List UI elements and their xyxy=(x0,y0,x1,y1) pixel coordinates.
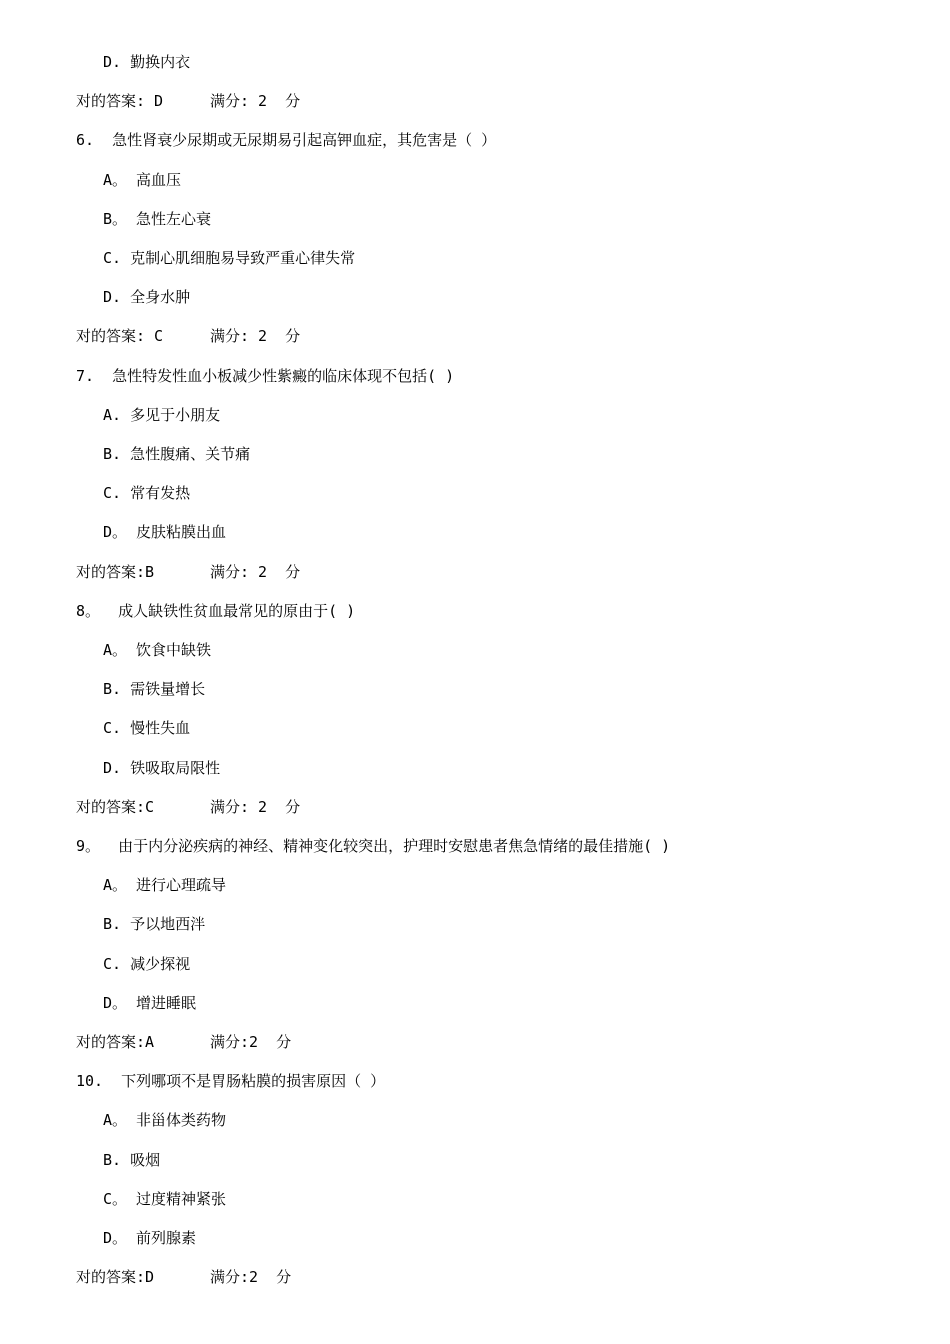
answer-option: C。 过度精神紧张 xyxy=(103,1190,227,1208)
full-score: 满分: 2 分 xyxy=(210,327,301,345)
correct-answer: 对的答案:A xyxy=(76,1033,155,1051)
answer-line xyxy=(76,326,301,346)
correct-answer: 对的答案: C xyxy=(76,327,164,345)
question-text: 10. 下列哪项不是胃肠粘膜的损害原因（ ） xyxy=(76,1072,386,1090)
answer-option: D. 勤换内衣 xyxy=(103,53,191,71)
answer-option: A。 进行心理疏导 xyxy=(103,876,227,894)
full-score: 满分: 2 分 xyxy=(210,92,301,110)
answer-option: C. 常有发热 xyxy=(103,484,191,502)
answer-option: D。 前列腺素 xyxy=(103,1229,197,1247)
question-text: 6. 急性肾衰少尿期或无尿期易引起高钾血症，其危害是（ ） xyxy=(76,131,497,149)
answer-option: B. 予以地西泮 xyxy=(103,915,206,933)
answer-option: A。 高血压 xyxy=(103,171,182,189)
correct-answer: 对的答案:D xyxy=(76,1268,155,1286)
answer-option: C. 克制心肌细胞易导致严重心律失常 xyxy=(103,249,356,267)
answer-option: D. 铁吸取局限性 xyxy=(103,759,221,777)
answer-option: A。 非甾体类药物 xyxy=(103,1111,227,1129)
answer-line xyxy=(76,1032,292,1052)
answer-option: D。 增进睡眠 xyxy=(103,994,197,1012)
answer-option: A. 多见于小朋友 xyxy=(103,406,221,424)
question-text: 7. 急性特发性血小板减少性紫癜的临床体现不包括( ) xyxy=(76,367,455,385)
answer-option: B. 急性腹痛、关节痛 xyxy=(103,445,251,463)
answer-option: C. 慢性失血 xyxy=(103,719,191,737)
answer-option: B。 急性左心衰 xyxy=(103,210,212,228)
correct-answer: 对的答案:C xyxy=(76,798,155,816)
full-score: 满分: 2 分 xyxy=(210,563,301,581)
answer-option: A。 饮食中缺铁 xyxy=(103,641,212,659)
correct-answer: 对的答案:B xyxy=(76,563,155,581)
answer-line xyxy=(76,1267,292,1287)
answer-option: B. 需铁量增长 xyxy=(103,680,206,698)
answer-option: D。 皮肤粘膜出血 xyxy=(103,523,227,541)
full-score: 满分:2 分 xyxy=(210,1268,292,1286)
answer-option: C. 减少探视 xyxy=(103,955,191,973)
answer-option: D. 全身水肿 xyxy=(103,288,191,306)
question-text: 9。 由于内分泌疾病的神经、精神变化较突出，护理时安慰患者焦急情绪的最佳措施( ) xyxy=(76,837,671,855)
correct-answer: 对的答案: D xyxy=(76,92,164,110)
full-score: 满分: 2 分 xyxy=(210,798,301,816)
answer-option: B. 吸烟 xyxy=(103,1151,161,1169)
full-score: 满分:2 分 xyxy=(210,1033,292,1051)
question-text: 8。 成人缺铁性贫血最常见的原由于( ) xyxy=(76,602,356,620)
answer-line xyxy=(76,797,301,817)
answer-line xyxy=(76,91,301,111)
answer-line xyxy=(76,562,301,582)
